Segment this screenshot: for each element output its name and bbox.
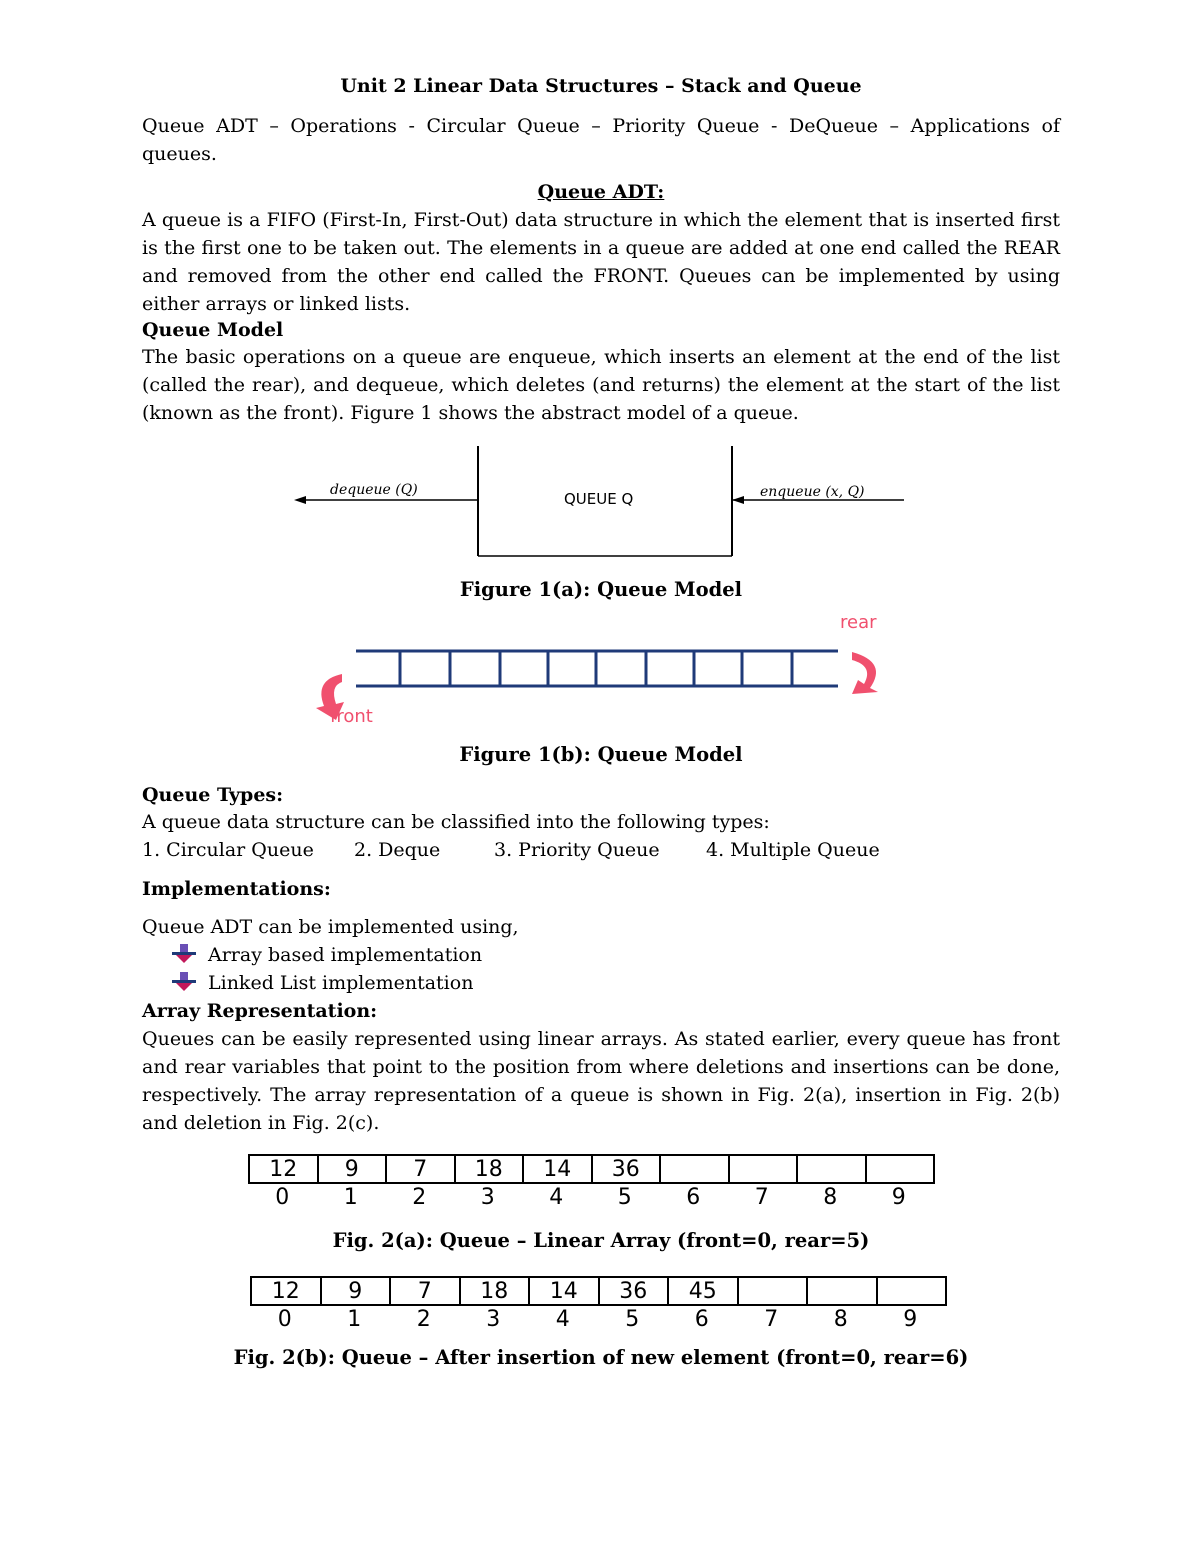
array-index: 2 bbox=[416, 1307, 431, 1332]
array-index: 1 bbox=[347, 1307, 362, 1332]
figure-2b-caption: Fig. 2(b): Queue – After insertion of new element (front=0, rear=6) bbox=[233, 1346, 969, 1369]
implementation-bullet bbox=[172, 941, 482, 969]
array-cell: 18 bbox=[455, 1155, 524, 1183]
array-cell bbox=[729, 1155, 798, 1183]
bullet-text: Linked List implementation bbox=[208, 972, 474, 994]
implementation-bullet bbox=[172, 969, 473, 997]
array-cell: 14 bbox=[523, 1155, 592, 1183]
queue-box-label: QUEUE Q bbox=[564, 490, 634, 508]
queue-types-intro: A queue data structure can be classified into the following types: bbox=[142, 811, 770, 833]
array-cell: 12 bbox=[251, 1277, 321, 1305]
array-cell: 7 bbox=[390, 1277, 460, 1305]
array-cell: 7 bbox=[386, 1155, 455, 1183]
bullet-text: Array based implementation bbox=[208, 944, 483, 966]
array-index: 4 bbox=[555, 1307, 570, 1332]
array-index: 4 bbox=[549, 1185, 564, 1210]
array-cell: 12 bbox=[249, 1155, 318, 1183]
array-cells bbox=[250, 1276, 947, 1306]
array-cell: 45 bbox=[668, 1277, 738, 1305]
array-cell: 9 bbox=[321, 1277, 391, 1305]
array-cell: 9 bbox=[318, 1155, 387, 1183]
array-index: 0 bbox=[277, 1307, 292, 1332]
queue-adt-title: Queue ADT: bbox=[537, 181, 665, 203]
array-index: 0 bbox=[275, 1185, 290, 1210]
figure-1a-queue-model bbox=[292, 440, 912, 560]
array-indices bbox=[250, 1307, 945, 1332]
array-cell: 36 bbox=[599, 1277, 669, 1305]
array-cell bbox=[877, 1277, 947, 1305]
figure-1a-caption: Figure 1(a): Queue Model bbox=[459, 578, 743, 601]
arrow-down-bullet-icon bbox=[172, 944, 196, 964]
array-index: 1 bbox=[343, 1185, 358, 1210]
arrow-down-bullet-icon bbox=[172, 972, 196, 992]
array-index: 6 bbox=[694, 1307, 709, 1332]
front-label: front bbox=[330, 706, 373, 727]
implementations-intro: Queue ADT can be implemented using, bbox=[142, 916, 519, 938]
queue-type-item: 1. Circular Queue bbox=[142, 839, 314, 861]
array-index: 2 bbox=[412, 1185, 427, 1210]
queue-types-title: Queue Types: bbox=[142, 784, 284, 806]
array-index: 3 bbox=[486, 1307, 501, 1332]
page-heading: Unit 2 Linear Data Structures – Stack and Queue bbox=[340, 75, 862, 97]
array-index: 8 bbox=[833, 1307, 848, 1332]
array-index: 9 bbox=[891, 1185, 906, 1210]
array-representation-paragraph: Queues can be easily represented using linear arrays. As stated earlier, every queue has front and rear variables that point to the position from where deletions and insertions can be done, respectively. The array representation of a queue is shown in Fig. 2(a), insertion in Fig. 2(b) and deletion in Fig. 2(c). bbox=[142, 1028, 1060, 1134]
array-index: 6 bbox=[686, 1185, 701, 1210]
figure-1b-caption: Figure 1(b): Queue Model bbox=[459, 743, 743, 766]
array-index: 7 bbox=[764, 1307, 779, 1332]
rear-label: rear bbox=[840, 612, 877, 633]
array-cell: 14 bbox=[529, 1277, 599, 1305]
dequeue-label: dequeue (Q) bbox=[330, 482, 418, 498]
queue-type-item: 4. Multiple Queue bbox=[706, 839, 880, 861]
topics-line: Queue ADT – Operations - Circular Queue – Priority Queue - DeQueue – Applications of queues. bbox=[142, 115, 1060, 165]
array-cell: 18 bbox=[460, 1277, 530, 1305]
enqueue-label: enqueue (x, Q) bbox=[760, 484, 865, 500]
array-cell: 36 bbox=[592, 1155, 661, 1183]
array-indices bbox=[248, 1185, 933, 1210]
queue-adt-paragraph: A queue is a FIFO (First-In, First-Out) data structure in which the element that is inserted first is the first one to be taken out. The elements in a queue are added at one end called the REAR and removed from the other end called the FRONT. Queues can be implemented by using either arrays or linked lists. bbox=[142, 209, 1060, 315]
array-index: 7 bbox=[754, 1185, 769, 1210]
rear-arrow-icon bbox=[852, 652, 878, 694]
array-cell bbox=[807, 1277, 877, 1305]
array-cell bbox=[738, 1277, 808, 1305]
figure-1b-queue-model bbox=[312, 610, 912, 730]
array-index: 5 bbox=[617, 1185, 632, 1210]
array-index: 5 bbox=[625, 1307, 640, 1332]
queue-type-item: 3. Priority Queue bbox=[494, 839, 660, 861]
queue-model-title: Queue Model bbox=[142, 319, 284, 341]
implementations-title: Implementations: bbox=[142, 878, 331, 900]
queue-cells bbox=[400, 651, 792, 686]
array-cell bbox=[866, 1155, 935, 1183]
array-cells bbox=[248, 1154, 935, 1184]
array-cell bbox=[797, 1155, 866, 1183]
queue-types-list bbox=[142, 836, 1060, 864]
array-index: 9 bbox=[903, 1307, 918, 1332]
array-index: 3 bbox=[480, 1185, 495, 1210]
queue-type-item: 2. Deque bbox=[354, 839, 441, 861]
array-cell bbox=[660, 1155, 729, 1183]
array-index: 8 bbox=[823, 1185, 838, 1210]
queue-model-paragraph: The basic operations on a queue are enqueue, which inserts an element at the end of the list (called the rear), and dequeue, which deletes (and returns) the element at the start of the list (known as the front). Figure 1 shows the abstract model of a queue. bbox=[142, 346, 1060, 424]
figure-2a-caption: Fig. 2(a): Queue – Linear Array (front=0, rear=5) bbox=[332, 1229, 870, 1252]
array-representation-title: Array Representation: bbox=[142, 1000, 378, 1022]
